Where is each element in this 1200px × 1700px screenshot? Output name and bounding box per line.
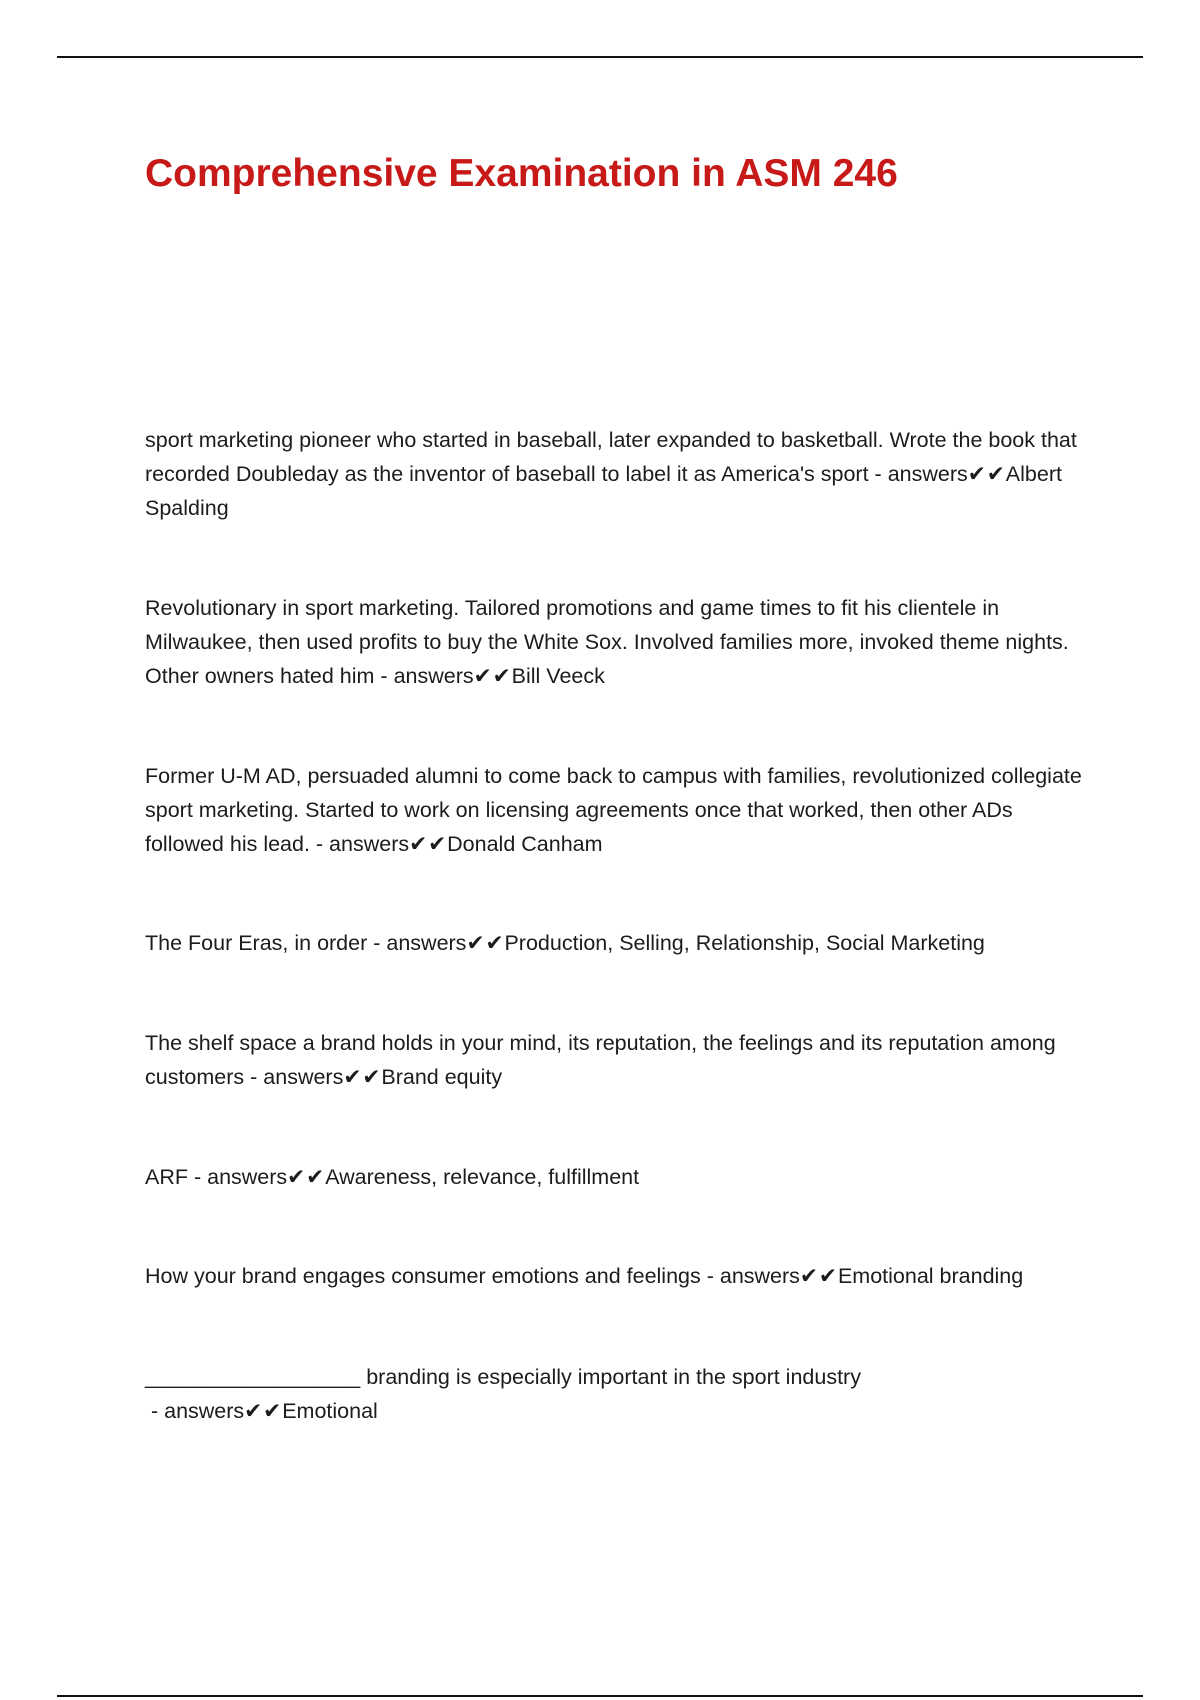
question-text: Revolutionary in sport marketing. Tailored promotions and game times to fit his clientele in Milwaukee, then used profits to buy the White Sox. Involved families more, invoked theme nights. Other owners hated him [145, 596, 1069, 688]
answer-text: Brand equity [381, 1065, 503, 1089]
qa-item-6 [145, 1160, 1095, 1194]
answer-label: answers [386, 931, 467, 955]
separator: - [188, 1165, 208, 1189]
qa-item-5 [145, 1026, 1095, 1094]
question-text: ARF [145, 1165, 188, 1189]
checkmark-icon: ✔✔ [343, 1065, 382, 1089]
checkmark-icon: ✔✔ [799, 1264, 838, 1288]
qa-item-7 [145, 1259, 1095, 1293]
separator: - [374, 664, 394, 688]
checkmark-icon: ✔✔ [409, 832, 448, 856]
checkmark-icon: ✔✔ [466, 931, 505, 955]
separator: - [309, 832, 330, 856]
separator: - [367, 931, 387, 955]
top-rule [57, 56, 1143, 58]
answer-label: answers [887, 462, 968, 486]
separator: - [145, 1399, 165, 1423]
answer-label: answers [263, 1065, 344, 1089]
bottom-rule [57, 1695, 1143, 1697]
answer-text: Emotional branding [837, 1264, 1024, 1288]
answer-text: Emotional [282, 1399, 378, 1423]
answer-text: Donald Canham [447, 832, 603, 856]
question-text: How your brand engages consumer emotions and feelings [145, 1264, 701, 1288]
answer-label: answers [329, 832, 410, 856]
question-text: Former U-M AD, persuaded alumni to come back to campus with families, revolutionized collegiate sport marketing. Started to work on licensing agreements once that worked, then other ADs followed his lead. [145, 764, 1082, 856]
page-title: Comprehensive Examination in ASM 246 [145, 152, 898, 195]
answer-text: Albert Spalding [145, 462, 1062, 520]
separator: - [700, 1264, 720, 1288]
answer-text: Awareness, relevance, fulfillment [325, 1165, 640, 1189]
answer-label: answers [164, 1399, 245, 1423]
question-text: sport marketing pioneer who started in baseball, later expanded to basketball. Wrote the book that recorded Doubleday as the inventor of baseball to label it as America's sport [145, 428, 1077, 486]
answer-text: Production, Selling, Relationship, Social Marketing [504, 931, 985, 955]
qa-item-8 [145, 1360, 905, 1428]
answer-label: answers [393, 664, 474, 688]
answer-label: answers [719, 1264, 800, 1288]
checkmark-icon: ✔✔ [473, 664, 512, 688]
separator: - [868, 462, 888, 486]
question-text: The shelf space a brand holds in your mind, its reputation, the feelings and its reputation among customers [145, 1031, 1056, 1089]
qa-item-4 [145, 926, 1095, 960]
question-text: The Four Eras, in order [145, 931, 368, 955]
question-text: __________________ branding is especially important in the sport industry [145, 1365, 861, 1389]
qa-item-1 [145, 423, 1095, 525]
checkmark-icon: ✔✔ [967, 462, 1006, 486]
answer-label: answers [207, 1165, 288, 1189]
separator: - [244, 1065, 264, 1089]
qa-item-2 [145, 591, 1095, 693]
answer-text: Bill Veeck [511, 664, 605, 688]
qa-item-3 [145, 759, 1095, 861]
checkmark-icon: ✔✔ [287, 1165, 326, 1189]
checkmark-icon: ✔✔ [244, 1399, 283, 1423]
